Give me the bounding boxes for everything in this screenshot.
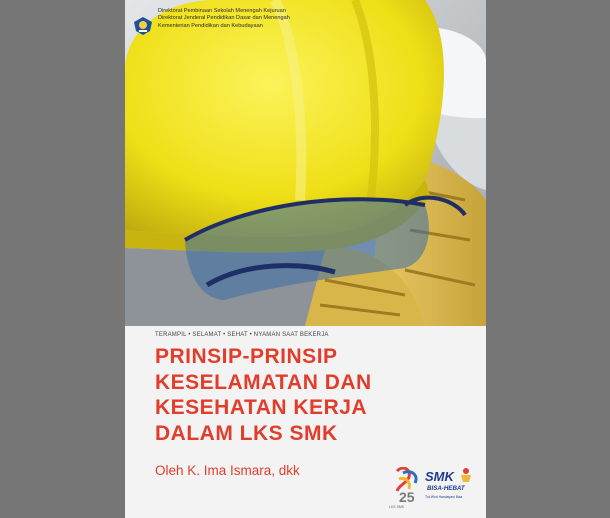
smk-bisa-hebat-logo <box>425 465 481 513</box>
lks-25-logo <box>389 467 423 511</box>
publisher-line-3: Kementerian Pendidikan dan Kebudayaan <box>158 22 263 29</box>
cover-photo <box>125 0 486 326</box>
tut-wuri-handayani-emblem-icon <box>133 16 153 36</box>
smk-name: SMK <box>425 469 454 484</box>
publisher-header <box>133 8 290 36</box>
smk-slogan: BISA-HEBAT <box>427 485 465 492</box>
publisher-line-1: Direktorat Pembinaan Sekolah Menengah Kejuruan <box>158 8 286 14</box>
smk-subtext: Tut Wuri Handayani Bisa <box>425 495 463 499</box>
title-line-4: DALAM LKS SMK <box>155 421 338 445</box>
book-cover <box>125 0 486 518</box>
graduation-figure-icon <box>457 467 475 483</box>
cover-text-panel <box>125 326 486 518</box>
title-line-3: KESEHATAN KERJA <box>155 396 368 419</box>
lks-caption: LKS SMK <box>389 505 405 509</box>
title-line-1: PRINSIP-PRINSIP <box>155 345 338 368</box>
tagline: TERAMPIL • SELAMAT • SEHAT • NYAMAN SAAT BEKERJA <box>155 332 329 338</box>
helmet-gloves-goggles-illustration <box>125 0 486 326</box>
author: Oleh K. Ima Ismara, dkk <box>155 463 300 478</box>
lks-number: 25 <box>399 489 415 505</box>
book-title <box>155 344 475 446</box>
publisher-line-2: Direktorat Jenderal Pendidikan Dasar dan Menengah <box>158 15 290 22</box>
logos-area <box>389 459 481 517</box>
title-line-2: KESELAMATAN DAN <box>155 370 372 394</box>
